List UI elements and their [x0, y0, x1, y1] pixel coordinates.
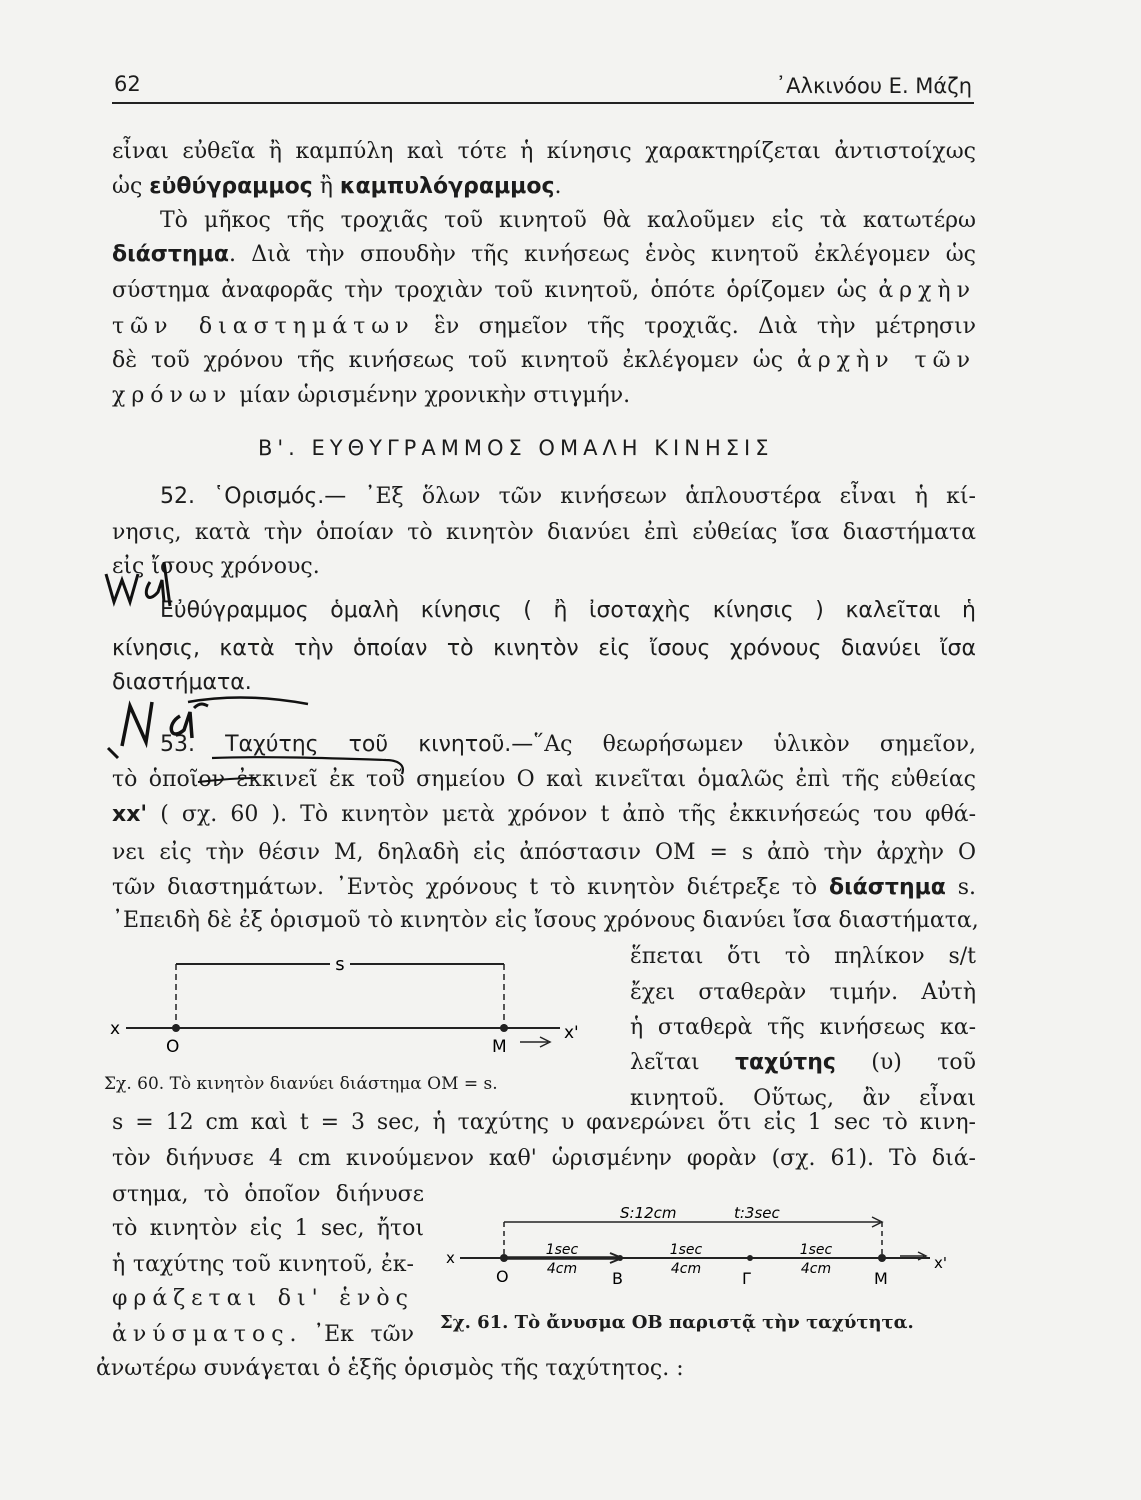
- fig61-seg3-length: 4cm: [800, 1261, 832, 1277]
- text-line: Τὸ μῆκος τῆς τροχιᾶς τοῦ κινητοῦ θὰ καλοῦμεν εἰς τὰ κατωτέρω: [160, 208, 976, 233]
- text-line: ἡ σταθερὰ τῆς κινήσεως κα-: [630, 1015, 976, 1040]
- definition-line: κίνησις, κατὰ τὴν ὁποίαν τὸ κινητὸν εἰς ἴσους χρόνους διανύει ἴσα: [112, 636, 976, 661]
- fig60-label-x-prime: x': [564, 1023, 579, 1043]
- text-line: s = 12 cm καὶ t = 3 sec, ἡ ταχύτης υ φανερώνει ὅτι εἰς 1 sec τὸ κινη-: [112, 1110, 976, 1135]
- fig61-label-t: t:3sec: [734, 1206, 780, 1222]
- handwritten-mark-1: [100, 552, 190, 612]
- fig61-seg1-time: 1sec: [545, 1242, 579, 1258]
- text-line: νει εἰς τὴν θέσιν Μ, δηλαδὴ εἰς ἀπόστασιν ΟΜ = s ἀπὸ τὴν ἀρχὴν Ο: [112, 840, 976, 865]
- text-line: φράζεται δι' ἑνὸς: [112, 1286, 414, 1311]
- fig60-label-o: O: [166, 1037, 180, 1056]
- text-line: ἀνωτέρω συνάγεται ὁ ἑξῆς ὁρισμὸς τῆς ταχύτητος. :: [96, 1356, 684, 1381]
- page-header: [112, 68, 974, 104]
- page-number: 62: [114, 72, 141, 96]
- handwritten-underline: [196, 752, 426, 788]
- running-title: ᾿Αλκινόου Ε. Μάζη: [775, 74, 972, 98]
- text-line: τὸ ὁποῖον ἐκκινεῖ ἐκ τοῦ σημείου Ο καὶ κινεῖται ὁμαλῶς ἐπὶ τῆς εὐθείας: [112, 767, 976, 792]
- fig61-seg1-length: 4cm: [546, 1261, 578, 1277]
- fig61-seg2-time: 1sec: [669, 1242, 703, 1258]
- text-line: τὸ κινητὸν εἰς 1 sec, ἤτοι: [112, 1216, 424, 1241]
- text-line: ᾿Επειδὴ δὲ ἐξ ὁρισμοῦ τὸ κινητὸν εἰς ἴσους χρόνους διανύει ἴσα διαστήματα,: [112, 908, 979, 933]
- text-line: λεῖται ταχύτης (υ) τοῦ: [630, 1050, 976, 1075]
- definition-line: διαστήματα.: [112, 670, 252, 695]
- fig60-label-s: s: [335, 954, 345, 975]
- text-line: 52. ῾Ορισμός.— ᾿Εξ ὅλων τῶν κινήσεων ἁπλουστέρα εἶναι ἡ κί-: [160, 484, 976, 509]
- text-line: xx' ( σχ. 60 ). Τὸ κινητὸν μετὰ χρόνον t ἀπὸ τῆς ἐκκινήσεώς του φθά-: [112, 802, 976, 827]
- fig61-seg3-time: 1sec: [799, 1242, 833, 1258]
- figure-61-diagram: [440, 1206, 970, 1296]
- fig61-label-o: O: [496, 1267, 509, 1286]
- text-line: χρόνων μίαν ὡρισμένην χρονικὴν στιγμήν.: [112, 383, 631, 408]
- paragraph-52-heading: 52. ῾Ορισμός.—: [160, 484, 347, 509]
- term-distance-2: διάστημα: [828, 875, 946, 900]
- text-line: στημα, τὸ ὁποῖον διήνυσε: [112, 1182, 424, 1207]
- text-line: ἔχει σταθερὰν τιμήν. Αὐτὴ: [630, 980, 976, 1005]
- fig60-label-x: x: [110, 1019, 121, 1039]
- fig61-label-b: B: [612, 1269, 623, 1288]
- paragraph-53-heading: 53. Ταχύτης τοῦ κινητοῦ.—: [160, 732, 534, 757]
- term-velocity: ταχύτης: [734, 1050, 836, 1075]
- fig61-label-x: x: [446, 1249, 455, 1267]
- text-line: τῶν διαστημάτων. ᾿Εντὸς χρόνους t τὸ κινητὸν διέτρεξε τὸ διάστημα s.: [112, 875, 977, 900]
- text-line: τὸν διήνυσε 4 cm κινούμενον καθ' ὡρισμένην φορὰν (σχ. 61). Τὸ διά-: [112, 1146, 976, 1171]
- fig61-label-m: M: [874, 1269, 888, 1288]
- figure-60-caption: Σχ. 60. Τὸ κινητὸν διανύει διάστημα ΟΜ = s.: [104, 1074, 498, 1094]
- fig60-label-m: M: [492, 1037, 507, 1056]
- figure-60-diagram: [100, 946, 620, 1056]
- text-line: διάστημα. Διὰ τὴν σπουδὴν τῆς κινήσεως ἑνὸς κινητοῦ ἐκλέγομεν ὡς: [112, 242, 976, 267]
- text-line: εἰς ἴσους χρόνους.: [112, 554, 320, 579]
- term-rectilinear: εὐθύγραμμος: [149, 174, 313, 199]
- term-curvilinear: καμπυλόγραμμος: [339, 174, 555, 199]
- text-line: 53. Ταχύτης τοῦ κινητοῦ.—῞Ας θεωρήσωμεν ὑλικὸν σημεῖον,: [160, 732, 976, 757]
- text-line: ὡς εὐθύγραμμος ἢ καμπυλόγραμμος.: [112, 174, 562, 199]
- fig61-label-x-prime: x': [934, 1254, 948, 1272]
- fig61-seg2-length: 4cm: [670, 1261, 702, 1277]
- text-line: κινητοῦ. Οὕτως, ἂν εἶναι: [630, 1086, 976, 1111]
- handwritten-mark-2: [104, 684, 314, 760]
- text-line: νησις, κατὰ τὴν ὁποίαν τὸ κινητὸν διανύει ἐπὶ εὐθείας ἴσα διαστήματα: [112, 520, 976, 545]
- text-line: ἡ ταχύτης τοῦ κινητοῦ, ἐκ-: [112, 1252, 414, 1277]
- text-line: ἀνύσματος. ᾿Εκ τῶν: [112, 1322, 414, 1347]
- term-distance: διάστημα: [112, 242, 229, 267]
- fig61-label-s: S:12cm: [620, 1206, 677, 1222]
- fig61-label-g: Γ: [742, 1269, 751, 1288]
- figure-61-caption: Σχ. 61. Τὸ ἄνυσμα ΟΒ παριστᾷ τὴν ταχύτητα.: [440, 1312, 914, 1333]
- text-line: ἕπεται ὅτι τὸ πηλίκον s/t: [630, 944, 976, 969]
- text-line: δὲ τοῦ χρόνου τῆς κινήσεως τοῦ κινητοῦ ἐκλέγομεν ὡς ἀρχὴν τῶν: [112, 348, 976, 373]
- definition-line: Εὐθύγραμμος ὁμαλὴ κίνησις ( ἢ ἰσοταχὴς κίνησις ) καλεῖται ἡ: [160, 598, 976, 623]
- text-line: σύστημα ἀναφορᾶς τὴν τροχιὰν τοῦ κινητοῦ, ὁπότε ὁρίζομεν ὡς ἀρχὴν: [112, 278, 976, 303]
- text-line: τῶν διαστημάτων ἓν σημεῖον τῆς τροχιᾶς. Διὰ τὴν μέτρησιν: [112, 314, 976, 339]
- text-line: εἶναι εὐθεῖα ἢ καμπύλη καὶ τότε ἡ κίνησις χαρακτηρίζεται ἀντιστοίχως: [112, 139, 976, 164]
- section-title: Β'. ΕΥΘΥΓΡΑΜΜΟΣ ΟΜΑΛΗ ΚΙΝΗΣΙΣ: [258, 436, 774, 460]
